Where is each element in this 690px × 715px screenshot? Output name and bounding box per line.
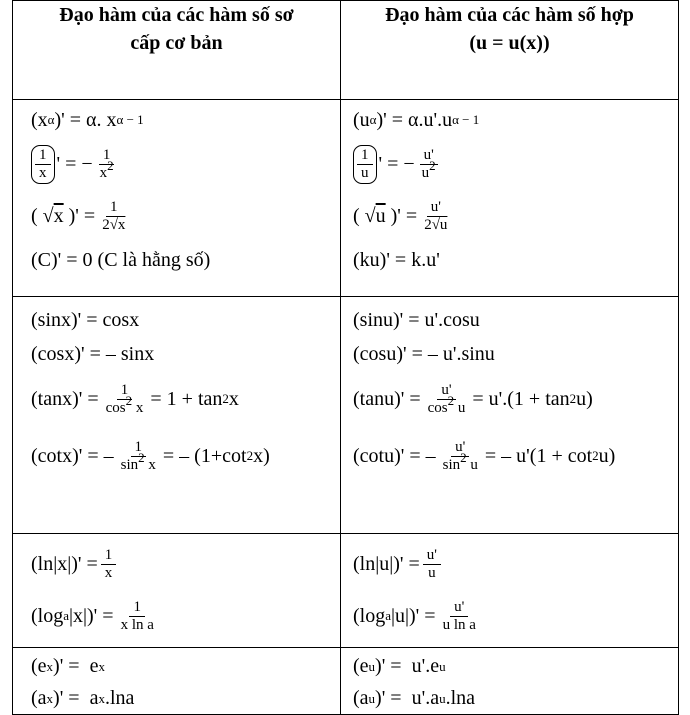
frac-den-text: x [144,456,156,473]
fraction [439,439,482,474]
formula-text: (ln|x|)' = [31,552,98,575]
formula-text: x [228,387,239,410]
formula-a-x: (a x )' = a x .lna [31,687,135,709]
composite-trig-cell [341,297,679,534]
frac-den-text: sin [120,456,139,473]
formula-text: )' = a [53,687,99,709]
formula-sqrt-u [341,190,678,242]
frac-den [98,217,129,234]
formula-power-u: (u α )' = α.u'.u α − 1 [353,108,480,131]
basic-power-cell [13,100,341,297]
formula-sin-u [341,303,678,337]
formula-text: = − [65,152,93,175]
sqrt-radicand: u [439,216,448,233]
formula-text: (e [31,655,47,677]
formula-a-u: (a u )' = u'.a u .lna [353,687,476,709]
formula-text: )' = [385,204,418,227]
frac-den [96,157,118,182]
frac-num: 1 [129,599,145,617]
formula-text: (cotx)' = – [31,444,114,467]
fraction [101,547,117,582]
formula-text: )' = e [53,655,99,677]
formula-text: (log [31,604,64,627]
formula-text: (ku)' = k.u' [353,248,440,271]
frac-den-text: 2√ [424,216,440,233]
formula-tan-x: (tanx)' = $\frac{1}{\cos^2 x}$ = 1 + tan 2 x [31,381,239,416]
formula-text: (a [353,687,369,709]
group-power-row [13,100,679,297]
formula-text: (C)' = 0 (C là hằng số) [31,248,211,271]
formula-cot-x: (cotx)' = – $\frac{1}{\sin^2 x}$ = – (1+cot 2 x) [31,438,270,473]
frac-den-text: u [466,456,478,473]
frac-den: x ln a [120,616,154,633]
formula-text: )' = u'.a [375,687,440,709]
formula-text: )' = [63,204,96,227]
fraction [418,147,440,182]
formula-sup: 2 [447,392,455,408]
frac-den [439,449,482,474]
fraction [423,547,441,582]
formula-constant-multiple [341,242,678,278]
frac-den-text: cos [427,399,448,416]
formula-text: (sinu)' = u'.cosu [353,308,480,331]
composite-log-cell [341,534,679,648]
formula-text: (sinx)' = cosx [31,308,140,331]
fraction [420,199,451,234]
header-basic-line2: cấp cơ bản [130,32,223,54]
frac-den-text: sin [442,456,461,473]
frac-den [420,217,451,234]
frac-num: u' [451,439,469,457]
frac-den-text: x [99,164,108,181]
frac-num: u' [423,547,441,565]
composite-exp-cell [341,648,679,715]
formula-sup: 2 [429,157,436,173]
formula-text: (cosx)' = – sinx [31,342,155,365]
sqrt-radicand: x [117,216,126,233]
formula-text: u) [598,444,616,467]
formula-text: )' = α. x [54,108,117,131]
formula-tan-u: (tanu)' = $\frac{u'}{\cos^2 u}$ = u'.(1 + tan 2 u) [353,381,593,416]
frac-num: u' [427,199,445,217]
formula-text: (ln|u|)' = [353,552,420,575]
frac-den-text: u [421,164,430,181]
formula-sup: 2 [138,449,145,465]
formula-text: (x [31,108,48,131]
fraction [117,439,160,474]
formula-prime: ' [56,152,66,175]
composite-power-cell [341,100,679,297]
formula-text: (tanu)' = [353,387,421,410]
formula-text: = − [387,152,415,175]
frac-den [418,157,440,182]
basic-exp-cell [13,648,341,715]
formula-text: (log [353,604,386,627]
formula-cos-x [13,337,340,371]
formula-text: = 1 + tan [150,387,223,410]
formula-ln-u [341,538,678,590]
formula-constant [13,242,340,278]
header-row [13,1,679,100]
formula-text: u) [576,387,593,410]
formula-text: )' = u'.e [375,655,440,677]
formula-log-u: (log a |u|)' = $\frac{u'}{\text{u ln a}}$ [341,590,678,642]
paren-box [353,145,377,184]
formula-text: = – u'(1 + cot [484,444,593,467]
basic-trig-cell [13,297,341,534]
frac-den: u [428,564,436,581]
frac-den-text: u [454,399,466,416]
frac-den-text: 2√ [102,216,118,233]
frac-num: 1 [35,147,51,165]
frac-den [117,449,160,474]
header-composite-line2: (u = u(x)) [469,32,550,54]
formula-sup: 2 [460,449,467,465]
group-trig-row [13,297,679,534]
frac-den: x [104,564,113,581]
formula-text: (tanx)' = [31,387,99,410]
header-composite-line1: Đạo hàm của các hàm số hợp [385,4,634,26]
formula-cot-u: (cotu)' = – $\frac{u'}{\sin^2 u}$ = – u'(1 + cot 2 u) [353,438,616,473]
frac-num: 1 [106,199,122,217]
header-composite-functions [341,1,679,100]
fraction [35,147,51,182]
frac-num: u' [437,382,455,400]
formula-text: .lna [104,687,135,709]
formula-log-x: (log a |x|)' = $\frac{1}{\text{x ln a}}$ [13,590,340,642]
formula-sin-x [13,303,340,337]
fraction [102,382,148,417]
formula-text: = – (1+cot [162,444,247,467]
formula-power-x: (x α )' = α. x α − 1 [31,108,144,131]
header-basic-functions [13,1,341,100]
formula-text: (u [353,108,370,131]
formula-sup: 2 [107,157,114,173]
group-log-row [13,534,679,648]
fraction [98,199,129,234]
formula-text: .lna [445,687,476,709]
fraction [117,599,158,634]
formula-text: |x|)' = [69,604,114,627]
formula-prime: ' [378,152,388,175]
frac-den-text: cos [105,399,126,416]
formula-text: |u|)' = [391,604,436,627]
frac-num: u' [450,599,468,617]
frac-den: u [361,164,369,181]
formula-cos-u [341,337,678,371]
frac-num: 1 [99,147,115,165]
frac-den [102,392,148,417]
frac-num: 1 [357,147,373,165]
formula-sup: 2 [125,392,133,408]
fraction [96,147,118,182]
fraction [439,599,480,634]
fraction [357,147,373,182]
fraction [424,382,470,417]
formula-text: (a [31,687,47,709]
formula-text: ( √ [31,204,54,227]
formula-text: (e [353,655,369,677]
formula-text: x) [253,444,270,467]
sqrt-radicand: u [375,204,386,227]
frac-num: 1 [101,547,117,565]
frac-num: u' [420,147,438,165]
basic-log-cell [13,534,341,648]
header-basic-line1: Đạo hàm của các hàm số sơ [59,4,294,26]
formula-text: ( √ [353,204,376,227]
formula-e-u: (e u )' = u'.e u [353,655,446,677]
derivative-table [12,0,679,715]
formula-text: (cotu)' = – [353,444,436,467]
group-exp-row [13,648,679,715]
frac-num: 1 [117,382,133,400]
formula-reciprocal-x [13,138,340,190]
paren-box [31,145,55,184]
frac-den: x [39,164,47,181]
frac-den-text: x [132,399,144,416]
frac-num: 1 [131,439,147,457]
formula-text: (cosu)' = – u'.sinu [353,342,495,365]
formula-ln-x [13,538,340,590]
formula-sqrt-x [13,190,340,242]
formula-reciprocal-u [341,138,678,190]
formula-text: = u'.(1 + tan [472,387,570,410]
sqrt-radicand: x [53,204,64,227]
formula-e-x: (e x )' = e x [31,655,105,677]
frac-den [424,392,470,417]
formula-text: )' = α.u'.u [376,108,453,131]
frac-den: u ln a [442,616,476,633]
